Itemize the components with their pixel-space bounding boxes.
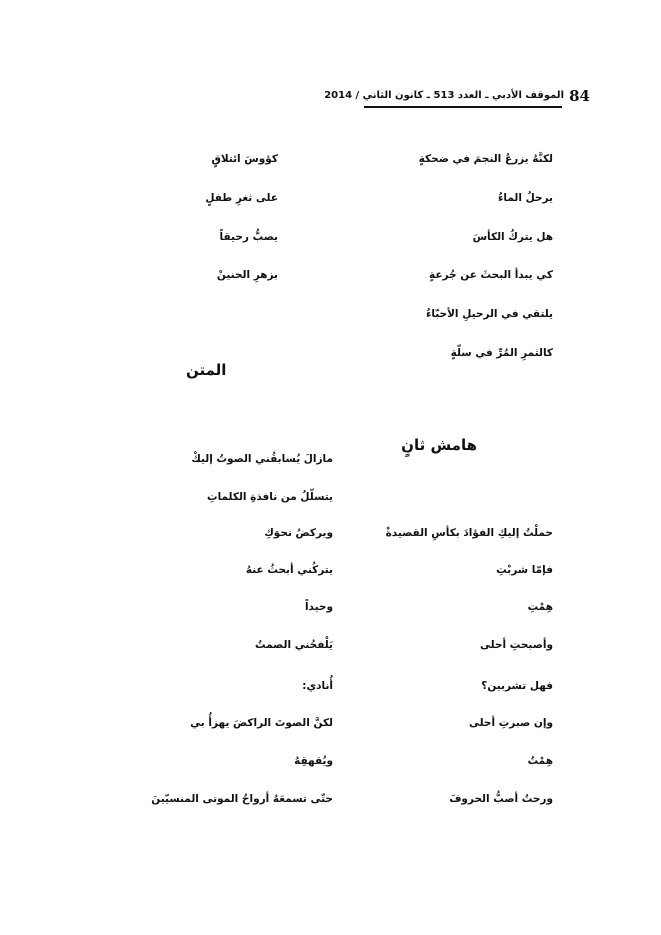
poem-line: يَلْفحُني الصمتُ bbox=[255, 639, 333, 651]
poem-line: وإن صبرتِ أحلى bbox=[469, 717, 553, 729]
journal-issue-line: الموقف الأدبي ـ العدد 513 ـ كانون الثاني / 2014 bbox=[324, 90, 564, 101]
page-number: 84 bbox=[569, 87, 590, 105]
poem-line: يصبُّ رحيقاً bbox=[219, 231, 278, 243]
poem-line: يلتقي في الرحيلِ الأحبّاءُ bbox=[425, 308, 553, 320]
poem-line: كالثمرِ المُرِّ في سلّةٍ bbox=[450, 347, 553, 359]
poem-line: على ثغرِ طفلٍ bbox=[205, 192, 278, 204]
poem-line: مازالَ يُسابقُني الصوتُ إليكْ bbox=[191, 453, 333, 465]
poem-line: يرحلُ الماءُ bbox=[498, 192, 553, 204]
poem-line: أُنادي: bbox=[302, 680, 333, 692]
poem-line: ويُقهقِهُ bbox=[294, 755, 333, 767]
poem-line: هل يتركُ الكأسَ bbox=[472, 231, 553, 243]
poem-line: لكنَّهُ يزرعُ النجمَ في ضحكةٍ bbox=[418, 153, 553, 165]
running-header bbox=[324, 86, 590, 108]
poem-line: فإمّا شربْتِ bbox=[496, 564, 553, 576]
poem-line: ويركضُ نحوَكِ bbox=[264, 527, 333, 539]
poem-line: حتّى تسمعَهُ أرواحُ الموتى المنسيّينَ bbox=[151, 793, 333, 805]
poem-line: وحيداً bbox=[304, 601, 333, 613]
poem-line: يتركُني أبحثُ عنهُ bbox=[245, 564, 333, 576]
poem-line: يتسلّلُ من نافذةِ الكلماتِ bbox=[207, 491, 333, 503]
poem-line: لكنَّ الصوتَ الراكضَ يهزأُ بي bbox=[190, 717, 333, 729]
section-title-hamish: هامش ثانٍ bbox=[401, 436, 477, 454]
poem-line: كؤوسَ ائتلاقٍ bbox=[211, 153, 278, 165]
header-divider bbox=[364, 106, 562, 108]
poem-line: كي يبدأ البحثَ عن جُرعةٍ bbox=[428, 269, 553, 281]
poem-line: فهل تشربين؟ bbox=[481, 680, 553, 692]
poem-line: هِمْتُ bbox=[527, 755, 553, 767]
poem-line: بزهرِ الحنينْ bbox=[216, 269, 278, 281]
poem-line: حملْتُ إليكِ الفؤادَ بكأسِ القصيدةْ bbox=[385, 527, 553, 539]
section-title-matn: المتن bbox=[186, 361, 227, 379]
poem-line: وأصبحتِ أحلى bbox=[480, 639, 553, 651]
poem-line: ورحتُ أصبُّ الحروفَ bbox=[449, 793, 553, 805]
poem-line: هِمْتِ bbox=[527, 601, 553, 613]
